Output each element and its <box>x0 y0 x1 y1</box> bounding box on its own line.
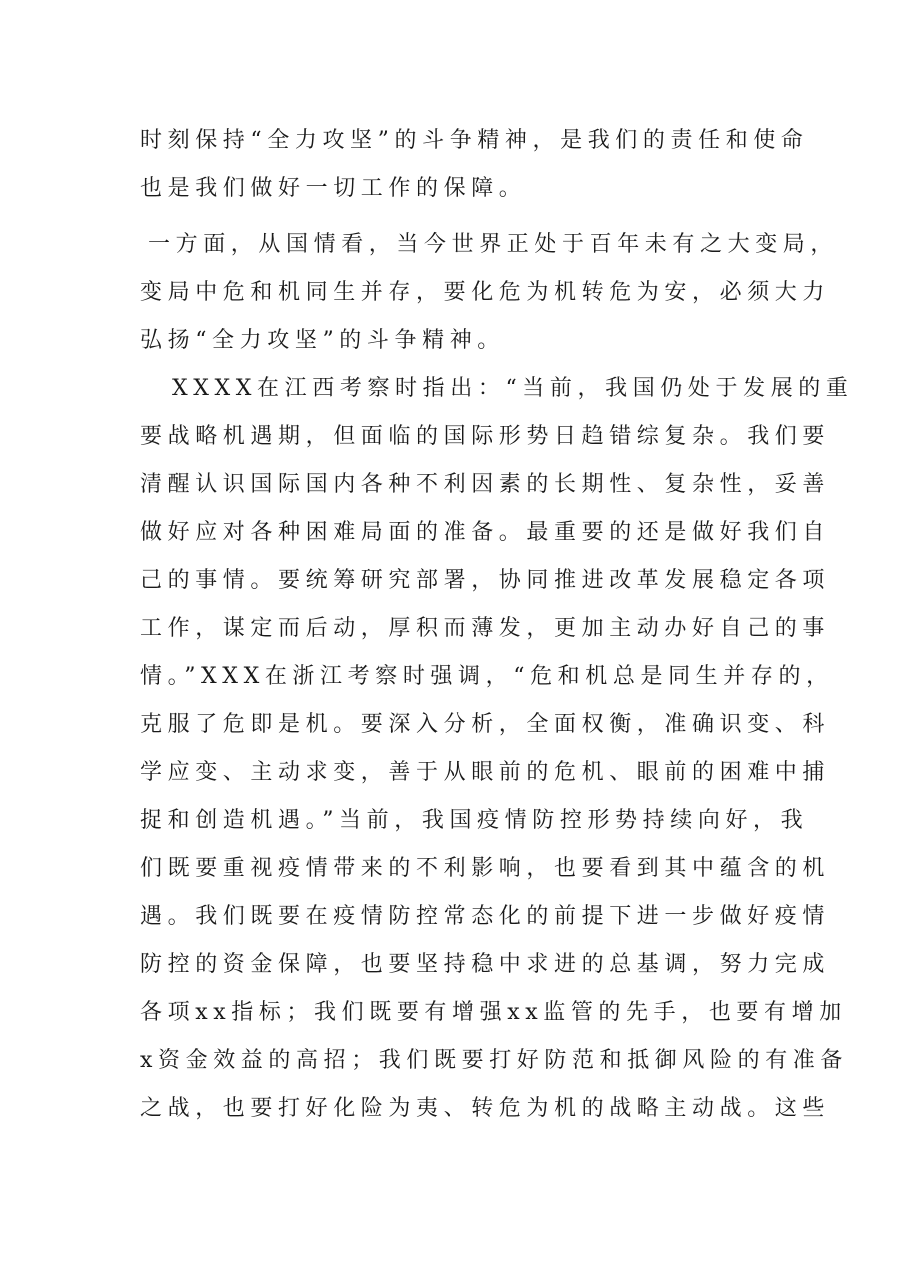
text-line-12: 情。”XXX在浙江考察时强调，“危和机总是同生并存的， <box>140 664 834 689</box>
text-line-7: 要战略机遇期，但面临的国际形势日趋错综复杂。我们要 <box>140 424 831 449</box>
text-line-15: 捉和创造机遇。”当前，我国疫情防控形势持续向好，我 <box>140 808 809 833</box>
text-line-14: 学应变、主动求变，善于从眼前的危机、眼前的困难中捕 <box>140 760 831 785</box>
text-line-16: 们既要重视疫情带来的不利影响，也要看到其中蕴含的机 <box>140 856 831 881</box>
text-line-19: 各项xx指标；我们既要有增强xx监管的先手，也要有增加 <box>140 1000 847 1025</box>
text-line-6: XXXX在江西考察时指出：“当前，我国仍处于发展的重 <box>172 376 854 401</box>
text-line-1: 时刻保持“全力攻坚”的斗争精神，是我们的责任和使命 <box>140 128 809 153</box>
text-line-13: 克服了危即是机。要深入分析，全面权衡，准确识变、科 <box>140 712 831 737</box>
text-line-4: 变局中危和机同生并存，要化危为机转危为安，必须大力 <box>140 280 831 305</box>
text-line-8: 清醒认识国际国内各种不利因素的长期性、复杂性，妥善 <box>140 472 831 497</box>
text-line-3: 一方面，从国情看，当今世界正处于百年未有之大变局， <box>148 232 839 257</box>
text-line-18: 防控的资金保障，也要坚持稳中求进的总基调，努力完成 <box>140 952 831 977</box>
text-line-5: 弘扬“全力攻坚”的斗争精神。 <box>140 328 505 353</box>
text-line-17: 遇。我们既要在疫情防控常态化的前提下进一步做好疫情 <box>140 904 831 929</box>
text-line-2: 也是我们做好一切工作的保障。 <box>140 176 527 201</box>
text-line-9: 做好应对各种困难局面的准备。最重要的还是做好我们自 <box>140 520 831 545</box>
text-line-20: x资金效益的高招；我们既要打好防范和抵御风险的有准备 <box>140 1048 849 1073</box>
text-line-21: 之战，也要打好化险为夷、转危为机的战略主动战。这些 <box>140 1096 831 1121</box>
text-line-10: 己的事情。要统筹研究部署，协同推进改革发展稳定各项 <box>140 568 831 593</box>
text-line-11: 工作，谋定而后动，厚积而薄发，更加主动办好自己的事 <box>140 616 831 641</box>
